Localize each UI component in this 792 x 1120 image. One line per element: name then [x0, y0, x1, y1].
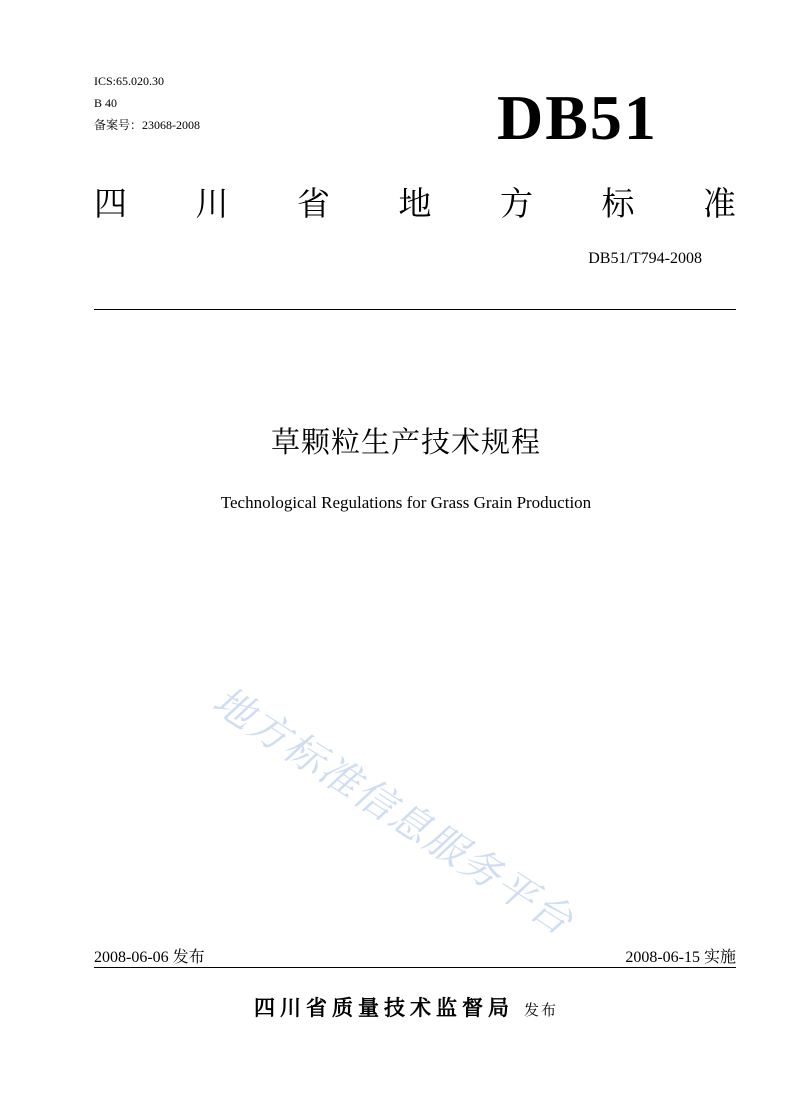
- top-divider: [94, 309, 736, 310]
- header-title-char: 地: [398, 183, 432, 223]
- classification-code: B 40: [94, 96, 118, 110]
- standard-code-logo: DB51: [497, 82, 658, 153]
- standard-number: DB51/T794-2008: [588, 250, 702, 267]
- publisher-name: 四川省质量技术监督局: [253, 996, 514, 1020]
- watermark-text: 地方标准信息服务平台: [204, 677, 582, 946]
- ics-code: ICS:65.020.30: [94, 74, 165, 88]
- publisher-suffix: 发布: [523, 1001, 558, 1019]
- header-title-char: 准: [703, 183, 736, 223]
- header-title-char: 省: [297, 183, 330, 223]
- record-number: 备案号：23068-2008: [94, 118, 200, 132]
- publisher: [0, 992, 792, 1022]
- header-title: [94, 178, 736, 224]
- issue-date: 2008-06-06 发布: [94, 949, 205, 966]
- bottom-divider: [94, 967, 736, 968]
- document-title-chinese: 草颗粒生产技术规程: [270, 425, 541, 459]
- implementation-date: 2008-06-15 实施: [625, 949, 736, 966]
- header-title-char: 四: [94, 183, 127, 223]
- header-title-char: 标: [601, 183, 635, 223]
- header-title-char: 川: [195, 183, 229, 223]
- watermark: [204, 650, 665, 946]
- header-title-char: 方: [500, 183, 533, 223]
- document-title-english: Technological Regulations for Grass Grain Production: [220, 493, 592, 512]
